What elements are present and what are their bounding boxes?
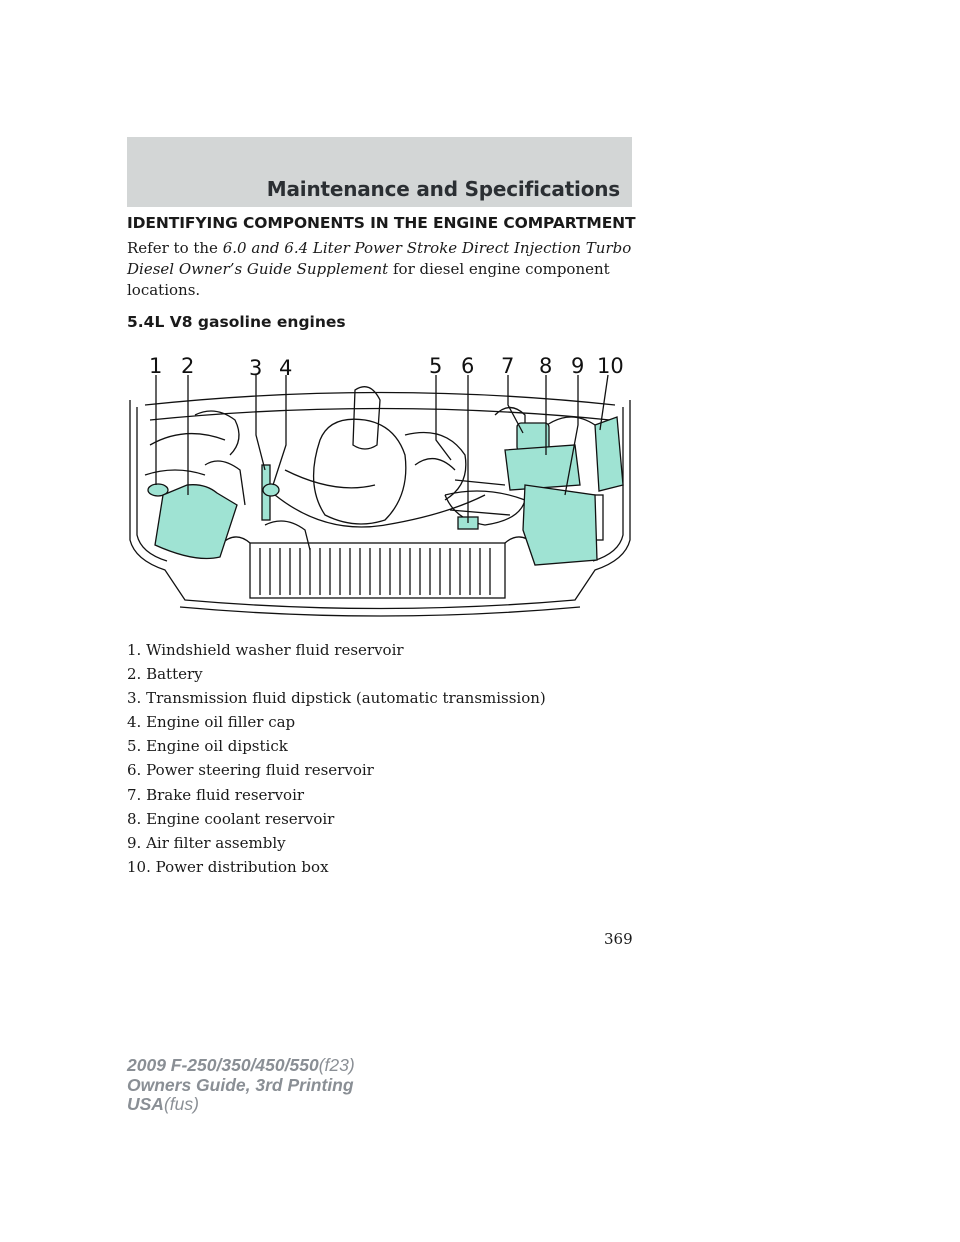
- list-item: 3. Transmission fluid dipstick (automatic transmission): [127, 689, 546, 708]
- list-item: 9. Air filter assembly: [127, 833, 286, 852]
- callout-4: 4: [279, 356, 293, 380]
- intro-document-reference: 6.0 and 6.4 Liter Power Stroke Direct Injection Turbo Diesel Owner’s Guide Supplement: [127, 239, 632, 278]
- footer-market: USA: [127, 1094, 164, 1114]
- intro-paragraph: [127, 238, 632, 301]
- list-item: 6. Power steering fluid reservoir: [127, 761, 374, 780]
- callout-3: 3: [249, 356, 263, 380]
- footer-line-2: Owners Guide, 3rd Printing: [127, 1074, 354, 1095]
- engine-illustration: [125, 345, 635, 625]
- list-item: 2. Battery: [127, 665, 203, 684]
- page-section-title: Maintenance and Specifications: [266, 177, 620, 201]
- callout-5: 5: [429, 354, 443, 378]
- air-filter-highlight: [523, 485, 597, 565]
- oil-cap-highlight: [263, 484, 279, 496]
- coolant-reservoir-highlight: [505, 445, 580, 490]
- footer-line-1: [127, 1056, 355, 1076]
- list-item: 8. Engine coolant reservoir: [127, 809, 335, 828]
- battery-highlight: [155, 485, 237, 559]
- intro-suffix: for diesel engine component locations.: [127, 260, 610, 299]
- callout-10: 10: [597, 354, 624, 378]
- page-number: 369: [604, 930, 633, 948]
- footer-market-code: (fus): [163, 1094, 199, 1114]
- callout-6: 6: [461, 354, 475, 378]
- list-item: 7. Brake fluid reservoir: [127, 785, 305, 804]
- header-band: [127, 137, 632, 207]
- list-item: 5. Engine oil dipstick: [127, 737, 288, 756]
- footer-model-code: (f23): [318, 1055, 355, 1075]
- document-footer: [127, 1056, 355, 1115]
- leader-4: [273, 375, 286, 485]
- list-item: 10. Power distribution box: [127, 857, 329, 876]
- list-item: 1. Windshield washer fluid reservoir: [127, 641, 404, 659]
- power-distribution-box-highlight: [595, 417, 623, 491]
- engine-subheading: 5.4L V8 gasoline engines: [127, 313, 346, 331]
- leader-3: [256, 375, 265, 470]
- leader-5: [436, 375, 451, 460]
- callout-2: 2: [181, 354, 195, 378]
- section-heading: IDENTIFYING COMPONENTS IN THE ENGINE COMPARTMENT: [127, 214, 636, 232]
- callout-1: 1: [149, 354, 163, 378]
- footer-model: 2009 F-250/350/450/550: [127, 1055, 319, 1075]
- list-item: 4. Engine oil filler cap: [127, 713, 296, 732]
- callout-numbers: [149, 354, 624, 380]
- callout-7: 7: [501, 354, 515, 378]
- callout-9: 9: [571, 354, 585, 378]
- intro-prefix: Refer to the: [127, 239, 223, 257]
- footer-line-3: [127, 1095, 355, 1115]
- engine-compartment-figure: [125, 345, 635, 625]
- callout-8: 8: [539, 354, 553, 378]
- component-list: [127, 640, 632, 881]
